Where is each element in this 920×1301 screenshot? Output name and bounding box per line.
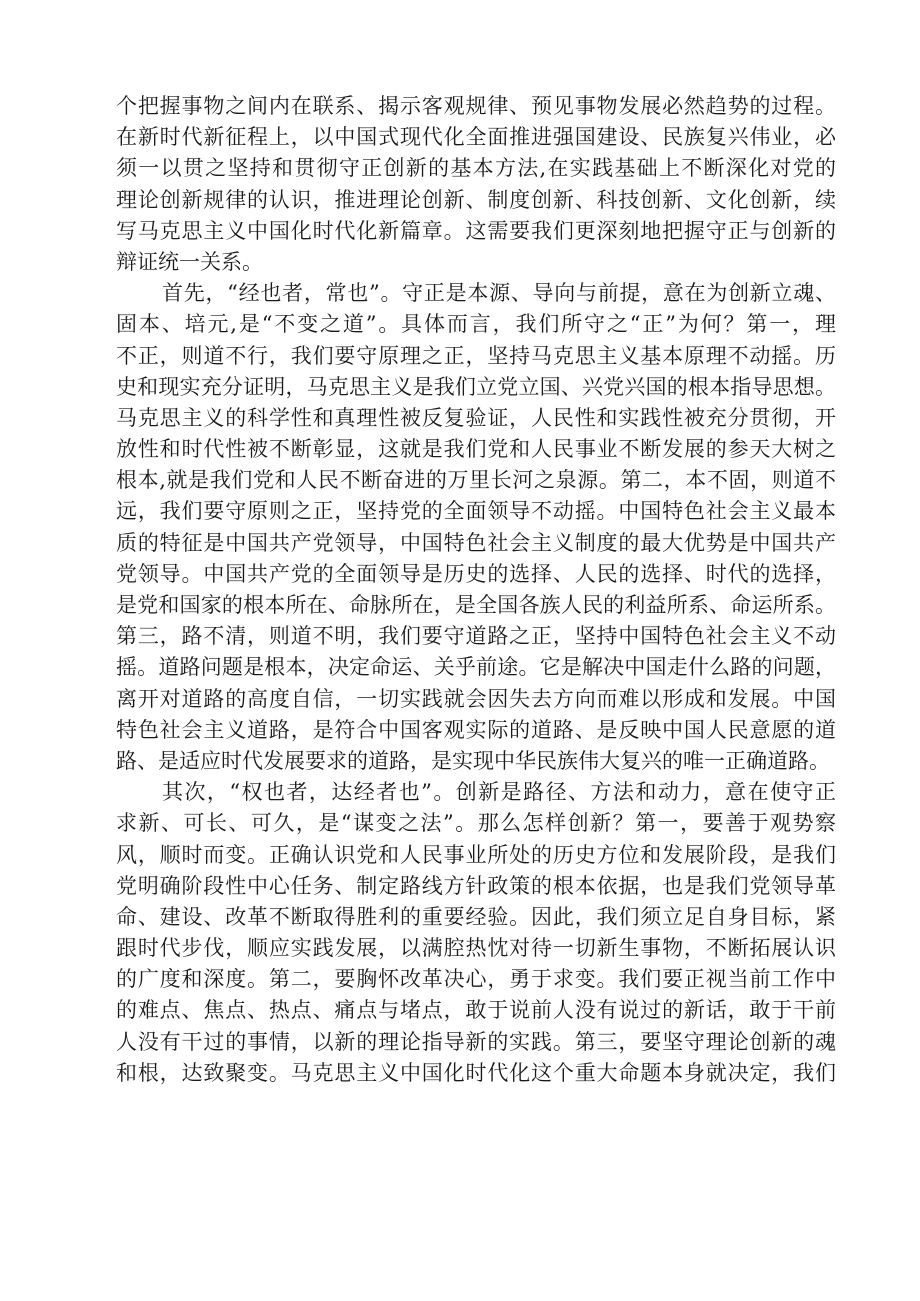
text-line: 在新时代新征程上，以中国式现代化全面推进强国建设、民族复兴伟业，必 bbox=[116, 125, 836, 150]
text-line: 求新、可长、可久，是“谋变之法”。那么怎样创新？第一，要善于观势察 bbox=[116, 811, 836, 836]
text-line: 理论创新规律的认识，推进理论创新、制度创新、科技创新、文化创新，续 bbox=[116, 187, 836, 212]
paragraph-first-line: 其次，“权也者，达经者也”。创新是路径、方法和动力，意在使守正 bbox=[162, 780, 836, 805]
text-line: 辩证统一关系。 bbox=[116, 249, 263, 274]
text-line: 第三，路不清，则道不明，我们要守道路之正，坚持中国特色社会主义不动 bbox=[116, 624, 836, 649]
text-line: 风，顺时而变。正确认识党和人民事业所处的历史方位和发展阶段，是我们 bbox=[116, 842, 836, 867]
text-line: 是党和国家的根本所在、命脉所在，是全国各族人民的利益所系、命运所系。 bbox=[116, 593, 836, 617]
text-line: 质的特征是中国共产党领导，中国特色社会主义制度的最大优势是中国共产 bbox=[116, 530, 836, 555]
paragraph-first-line: 首先，“经也者，常也”。守正是本源、导向与前提，意在为创新立魂、 bbox=[162, 281, 836, 306]
text-line: 的难点、焦点、热点、痛点与堵点，敢于说前人没有说过的新话，敢于干前 bbox=[116, 998, 836, 1023]
text-line: 和根，达致聚变。马克思主义中国化时代化这个重大命题本身就决定，我们 bbox=[116, 1060, 836, 1085]
text-line: 写马克思主义中国化时代化新篇章。这需要我们更深刻地把握守正与创新的 bbox=[116, 218, 836, 243]
text-line: 跟时代步伐，顺应实践发展，以满腔热忱对待一切新生事物，不断拓展认识 bbox=[116, 936, 836, 961]
text-line: 路、是适应时代发展要求的道路，是实现中华民族伟大复兴的唯一正确道路。 bbox=[116, 748, 830, 773]
text-line: 的广度和深度。第二，要胸怀改革决心，勇于求变。我们要正视当前工作中 bbox=[116, 967, 836, 992]
text-line: 摇。道路问题是根本，决定命运、关乎前途。它是解决中国走什么路的问题， bbox=[116, 655, 836, 680]
text-line: 史和现实充分证明，马克思主义是我们立党立国、兴党兴国的根本指导思想。 bbox=[116, 374, 836, 399]
text-line: 党明确阶段性中心任务、制定路线方针政策的根本依据，也是我们党领导革 bbox=[116, 873, 836, 898]
text-line: 党领导。中国共产党的全面领导是历史的选择、人民的选择、时代的选择， bbox=[116, 561, 836, 586]
text-line: 特色社会主义道路，是符合中国客观实际的道路、是反映中国人民意愿的道 bbox=[116, 717, 836, 742]
text-line: 离开对道路的高度自信，一切实践就会因失去方向而难以形成和发展。中国 bbox=[116, 686, 836, 711]
text-line: 远，我们要守原则之正，坚持党的全面领导不动摇。中国特色社会主义最本 bbox=[116, 499, 836, 524]
text-line: 不正，则道不行，我们要守原理之正，坚持马克思主义基本原理不动摇。历 bbox=[116, 343, 836, 368]
text-line: 固本、培元,是“不变之道”。具体而言，我们所守之“正”为何？第一，理 bbox=[116, 312, 836, 337]
text-line: 须一以贯之坚持和贯彻守正创新的基本方法,在实践基础上不断深化对党的 bbox=[116, 156, 836, 181]
text-line: 根本,就是我们党和人民不断奋进的万里长河之泉源。第二，本不固，则道不 bbox=[116, 468, 836, 493]
text-line: 人没有干过的事情，以新的理论指导新的实践。第三，要坚守理论创新的魂 bbox=[116, 1029, 836, 1054]
text-line: 个把握事物之间内在联系、揭示客观规律、预见事物发展必然趋势的过程。 bbox=[116, 94, 836, 118]
body-text bbox=[116, 91, 836, 1089]
text-line: 命、建设、改革不断取得胜利的重要经验。因此，我们须立足自身目标，紧 bbox=[116, 904, 836, 929]
text-line: 马克思主义的科学性和真理性被反复验证，人民性和实践性被充分贯彻，开 bbox=[116, 405, 836, 430]
text-line: 放性和时代性被不断彰显，这就是我们党和人民事业不断发展的参天大树之 bbox=[116, 437, 836, 462]
